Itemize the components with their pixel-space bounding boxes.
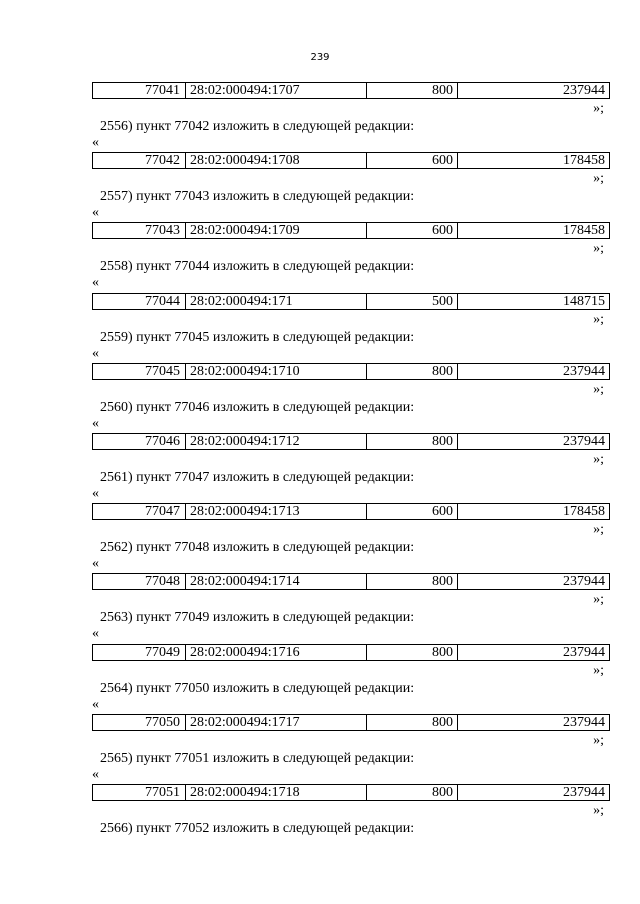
closing-quote: »;	[593, 662, 604, 678]
area-cell: 600	[367, 153, 458, 168]
cadastral-number-cell: 28:02:000494:1717	[186, 715, 367, 730]
value-cell: 178458	[563, 223, 605, 239]
opening-quote: «	[92, 205, 99, 221]
opening-quote: «	[92, 766, 99, 782]
opening-quote: «	[92, 696, 99, 712]
cadastral-number-cell: 28:02:000494:1718	[186, 785, 367, 800]
amendment-instruction: 2564) пункт 77050 изложить в следующей редакции:	[100, 680, 415, 696]
table-row	[92, 714, 610, 731]
value-cell: 237944	[563, 785, 605, 800]
amendment-instruction: 2562) пункт 77048 изложить в следующей редакции:	[100, 540, 415, 556]
cadastral-number-cell: 28:02:000494:1716	[186, 645, 367, 660]
amendment-instruction: 2560) пункт 77046 изложить в следующей редакции:	[100, 399, 415, 415]
amendment-instruction: 2559) пункт 77045 изложить в следующей редакции:	[100, 329, 415, 345]
amendment-instruction: 2565) пункт 77051 изложить в следующей редакции:	[100, 750, 415, 766]
page-number: 239	[310, 52, 330, 63]
area-cell: 800	[367, 434, 458, 449]
value-cell: 178458	[563, 153, 605, 169]
closing-quote: »;	[593, 381, 604, 397]
area-cell: 600	[367, 223, 458, 238]
cadastral-number-cell: 28:02:000494:171	[186, 294, 367, 309]
area-cell: 600	[367, 504, 458, 519]
value-cell: 237944	[563, 714, 605, 730]
value-cell: 237944	[563, 363, 605, 379]
area-cell: 800	[367, 364, 458, 379]
table-row	[92, 363, 610, 380]
cadastral-number-cell: 28:02:000494:1709	[186, 223, 367, 238]
item-number-cell: 77042	[93, 153, 186, 168]
area-cell: 800	[367, 574, 458, 589]
value-cell: 237944	[563, 434, 605, 449]
table-row	[92, 784, 610, 801]
item-number-cell: 77046	[93, 434, 186, 449]
area-cell: 500	[367, 294, 458, 309]
item-number-cell: 77044	[93, 294, 186, 309]
cadastral-number-cell: 28:02:000494:1714	[186, 574, 367, 589]
item-number-cell: 77047	[93, 504, 186, 519]
area-cell: 800	[367, 83, 458, 98]
cadastral-number-cell: 28:02:000494:1713	[186, 504, 367, 519]
closing-quote: »;	[593, 171, 604, 187]
table-row	[92, 433, 610, 450]
item-number-cell: 77048	[93, 574, 186, 589]
item-number-cell: 77049	[93, 645, 186, 660]
opening-quote: «	[92, 556, 99, 572]
opening-quote: «	[92, 486, 99, 501]
table-row	[92, 293, 610, 310]
opening-quote: «	[92, 345, 99, 361]
opening-quote: «	[92, 415, 99, 431]
cadastral-number-cell: 28:02:000494:1712	[186, 434, 367, 449]
item-number-cell: 77051	[93, 785, 186, 800]
opening-quote: «	[92, 135, 99, 150]
value-cell: 148715	[563, 293, 605, 309]
value-cell: 237944	[563, 644, 605, 660]
cadastral-number-cell: 28:02:000494:1710	[186, 364, 367, 379]
amendment-instruction: 2566) пункт 77052 изложить в следующей редакции:	[100, 821, 415, 836]
closing-quote: »;	[593, 241, 604, 257]
item-number-cell: 77043	[93, 223, 186, 238]
amendment-instruction: 2557) пункт 77043 изложить в следующей редакции:	[100, 189, 415, 205]
value-cell: 237944	[563, 83, 605, 98]
amendment-instruction: 2563) пункт 77049 изложить в следующей редакции:	[100, 610, 415, 626]
opening-quote: «	[92, 275, 99, 291]
closing-quote: »;	[593, 452, 604, 467]
closing-quote: »;	[593, 732, 604, 748]
table-row	[92, 644, 610, 661]
table-row	[92, 152, 610, 169]
amendment-instruction: 2558) пункт 77044 изложить в следующей редакции:	[100, 259, 415, 275]
area-cell: 800	[367, 785, 458, 800]
closing-quote: »;	[593, 311, 604, 327]
item-number-cell: 77045	[93, 364, 186, 379]
item-number-cell: 77050	[93, 715, 186, 730]
opening-quote: «	[92, 626, 99, 642]
area-cell: 800	[367, 715, 458, 730]
table-row	[92, 82, 610, 99]
cadastral-number-cell: 28:02:000494:1707	[186, 83, 367, 98]
area-cell: 800	[367, 645, 458, 660]
table-row	[92, 503, 610, 520]
value-cell: 237944	[563, 574, 605, 590]
closing-quote: »;	[593, 592, 604, 608]
table-row	[92, 573, 610, 590]
amendment-instruction: 2561) пункт 77047 изложить в следующей редакции:	[100, 470, 415, 485]
closing-quote: »;	[593, 522, 604, 538]
cadastral-number-cell: 28:02:000494:1708	[186, 153, 367, 168]
closing-quote: »;	[593, 803, 604, 818]
item-number-cell: 77041	[93, 83, 186, 98]
amendment-instruction: 2556) пункт 77042 изложить в следующей редакции:	[100, 119, 415, 134]
closing-quote: »;	[593, 101, 604, 116]
table-row	[92, 222, 610, 239]
value-cell: 178458	[563, 504, 605, 520]
